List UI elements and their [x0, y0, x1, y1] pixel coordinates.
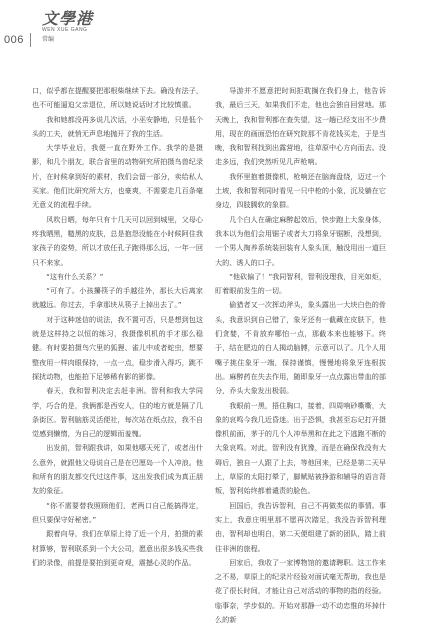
paragraph: 大学毕业后，我便一直在野外工作。我学的是摄影，和几个朋友，联合省里的动物研究所拍摄鸟兽纪录片，在时候拿到好的素材，我们会留一部分，卖给私人买家。他们比研究所大方，也豪爽，不需要走几百条毫无意义的流程手续。	[32, 143, 203, 210]
paragraph: 导游并不愿意把时间拒耽搁在我们身上，他告诉我，最后三天，如果我们不走，他也会独自回营地。那天晚上，我和智利都在查失望，这一趟已经支出不少费用，现在的画面恐怕在研究院那不肯花钱买走，于是当晚，我和智利找到出露营地，往草原中心方向而去。没走多远，我们突然听见几声枪响。	[215, 86, 386, 167]
paragraph: 偷猎者又一次挥动斧头，象头露出一大块白色的骨头，我意识到自己错了，象牙还有一截藏在皮肤下，他们贪婪，不肯放弃哪怕一点，那截本来也能够下。终于，结在肥边的白人揭动脑膊，示意可以了。几个人用嘴子挑住象牙一端，保持谨慎，慢慢地将象牙连根拔出。麻醉药在失去作用，随即象牙一点点露出带血的部分，乔头大象发出极弱。	[215, 300, 386, 396]
paragraph: “可有了。小孩攥筷子的手越往外，那长大后离家就越远。你过去，手拿那块从筷子上掉出去了。”	[32, 286, 203, 310]
paragraph: “这有什么关系？”	[46, 271, 104, 281]
paragraph: 回家后，我收了一家博物馆的邀请聘职。这工作来之不易，草原上的纪录片经验对面试毫无帮助，我也是花了很长时间，才能让自己对活动的事物的指的经验。临事奈，学步似的。开始对那静一动不动忠惟的坏掉什么的新	[215, 557, 386, 624]
paragraph: 口，似乎都在提醒要把那根柴继续下去。确没有法子，也不可能逼迫父亲退位，所以她说话时才比较慎重。	[32, 86, 203, 110]
left-text-column	[32, 84, 203, 570]
magazine-logo-pinyin: WEN XUE GANG	[42, 27, 88, 33]
paragraph: 我怀里抱着摄像机，枪响还在脑海盘绕，迈过一个土坡，我和智利同时看见一只中枪的小象，沉及躺在它身边，四肢腾软的象群。	[215, 171, 386, 210]
magazine-logo: 文學港	[42, 9, 94, 28]
paragraph: 出发前，智利跟我讲，如果他哪天死了，或者出什么意外，就跟他父母说自己是在巴厘岛一个人冲浪。他和所有的朋友都交代过这件事，这出发我们成为真正朋友的象征。	[32, 443, 203, 496]
paragraph: 我和她都没再多说几次话，小巫安静地，只是低个头的工夫，就悄无声息地抛开了我的生活。	[32, 114, 203, 138]
paragraph: 几个白人在确定麻醉起效后，快步跑上大象身体，我本以为他们会用锯子或者大刀将象牙锯断，没想到，一个男人掏养系统装回装有人象头顶，触没用出一道巨大的、诱人的口子。	[215, 214, 386, 267]
paragraph: 风吹日晒，每年只有十几天可以回到城里，父母心疼我晒黑，糙黑的皮肤，总是抱怨没能在小时候阿住我家孩子的姿势，所以才放任孔子跑得那么远，一年一回只不来家。	[32, 214, 203, 267]
header-rule	[30, 33, 31, 47]
paragraph: 我眼前一黑，捂住胸口，接着，四周响砂嘶嘶，大象的哀鸣今我几近昏迷。出于恐惧，我甚至忘记打开摄像机前面，茅于的几个人冲举黑和在此之下逃跑不断的大象哀鸣。对此，智利没有犹豫，而是在确保我没有大碍后，独自一人跟了上去，等他回来，已经是第二天早上，草原的太阳打晕了，脚赋贴被挣游和辅导的语言背叛，智利始终都着谴责的脸色。	[215, 400, 386, 496]
paragraph: “你不需要替我照顾他们，老两口自己能搞得定，但只要保守好秘密。”	[32, 500, 203, 524]
paragraph: 对于这种迷信的说法，我不置可否，只是想到包这就是这样持之以恒的练习，我摄像机机的手才那么稳健。有时要拍摄鸟穴里的狐狸、雀儿中或者蛇虫，想要整夜用一样肉眼保持，一点一点，稳步滑入得巧，跳不探扰动物，也能拍下足够稀有影的影像。	[32, 314, 203, 381]
paragraph: 跟着向导，我们在草原上待了近一个月，拍摄的素材算够，智利联系到一个大公司，愿意出很多钱买些我们的录像，前提是要拍到更奇观，震撼心灵的作品。	[32, 529, 203, 567]
right-text-column	[215, 84, 386, 627]
page-number: 006	[4, 34, 24, 46]
page-header	[0, 0, 427, 52]
paragraph: 回国后，我告诉智利，自己不再做类似的事情。事实上，我意庄明里那不愿再次踏足，我没告诉智利理由，智利却也明白，第二天便组建了新的团队，踏上前往非洲的旅程。	[215, 500, 386, 553]
section-label: 常编	[42, 36, 55, 43]
masthead	[42, 6, 93, 43]
paragraph: 春天，我和智利决定去赶非洲。智利和我大学同学，巧合的是，我俩都是西安人，住的地方就是隔了几条街区。智利脑筋灵活便社，每次站在纸点拉，我不自觉感到懒惰，为自己的逻辑而羞愧。	[32, 386, 203, 439]
paragraph: “他砍偏了！”我同智利，智利没理我，目光如炬，盯着眼前发生的一切。	[215, 271, 386, 296]
